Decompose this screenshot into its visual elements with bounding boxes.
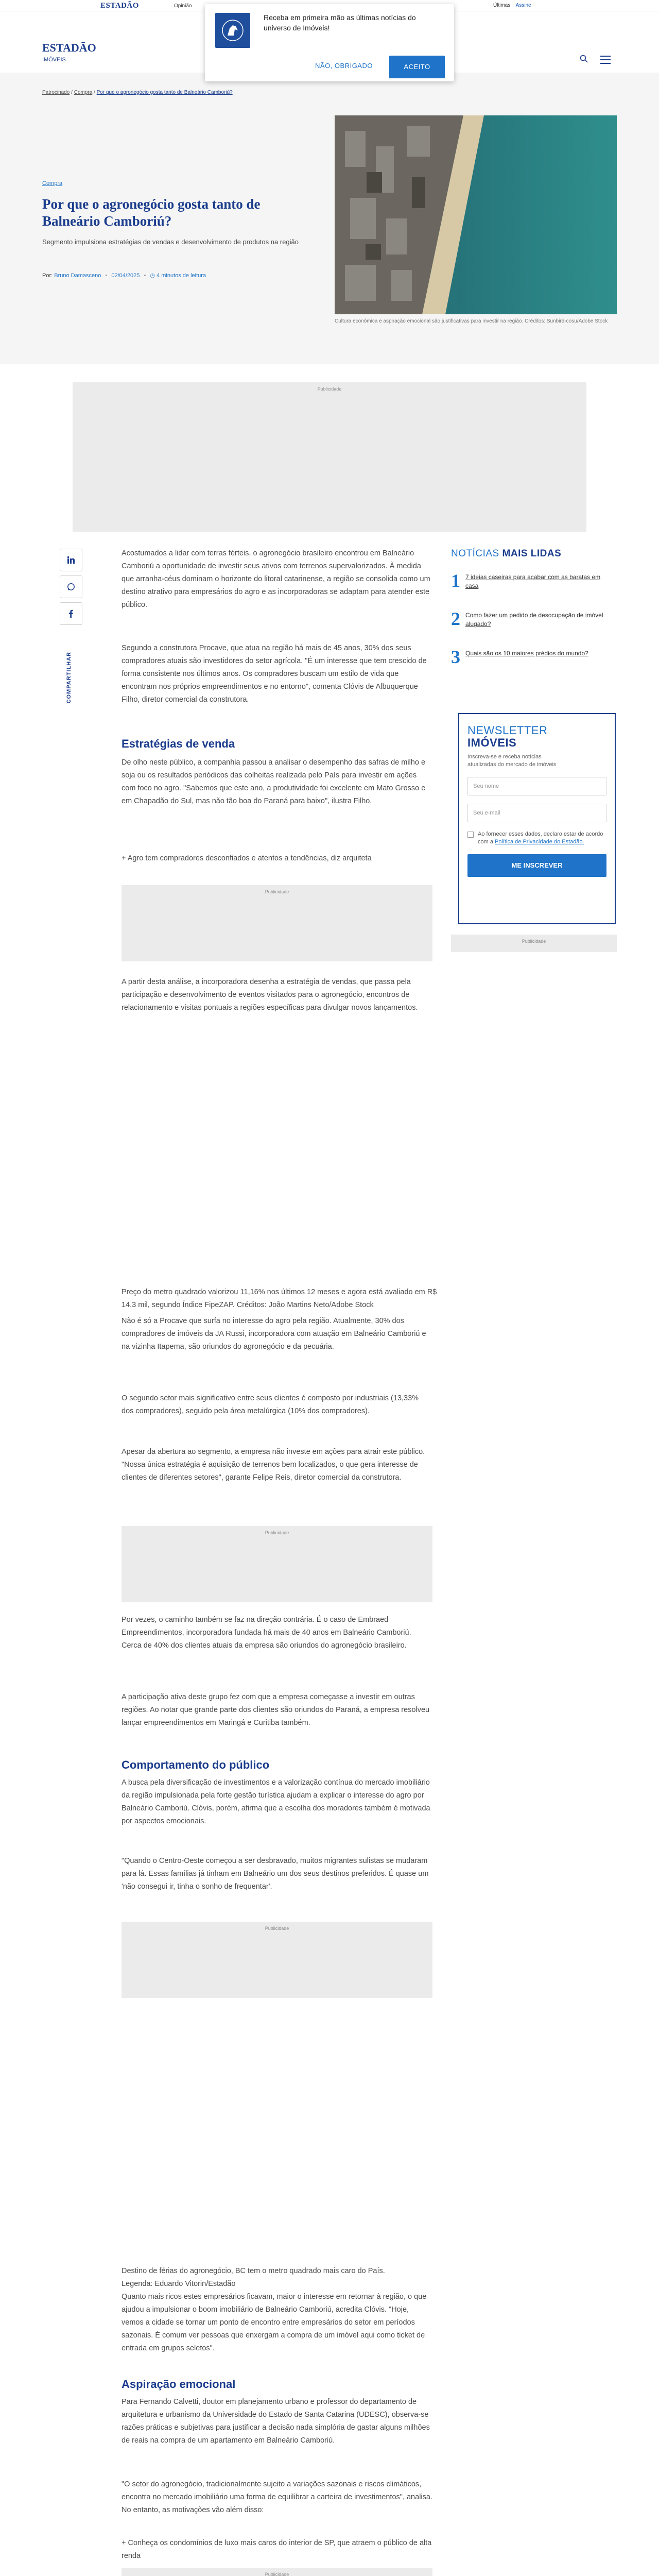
most-read-section [451,548,617,674]
article-paragraph-7: Apesar da abertura ao segmento, a empresa não investe em ações para atrair este público. "Nossa única estratégia é aquisição de terrenos bem localizados, o que gera interesse de clientes de diferentes setores", garante Felipe Reis, diretor comercial da construtora. [122,1448,425,1482]
inline-ad-slot-2 [122,1526,432,1602]
ad-label: Publicidade [265,1926,289,1931]
ad-label: Publicidade [522,939,546,944]
breadcrumb-item-sponsored[interactable]: Patrocinado [42,90,70,95]
ad-label: Publicidade [265,889,289,894]
most-read-number: 1 [451,570,460,591]
chart-caption: Preço do metro quadrado valorizou 11,16% nos últimos 12 meses e agora está avaliado em R$ 14,3 mil, segundo Índice FipeZAP. Créditos: João Martins Neto/Adobe Stock [122,1288,437,1309]
byline: Por: Bruno Damasceno • 02/04/2025 • ◷ 4 minutos de leitura [42,273,206,279]
subscribe-link[interactable]: Assine [515,3,531,8]
author-link[interactable]: Bruno Damasceno [54,273,101,279]
privacy-policy-link[interactable]: Política de Privacidade do Estadão. [495,839,584,845]
newsletter-signup-box [458,713,616,924]
search-icon[interactable] [580,55,588,63]
heading-behavior: Comportamento do público [122,1758,270,1771]
article-paragraph-2: Segundo a construtora Procave, que atua na região há mais de 45 anos, 30% dos seus compradores atuais são investidores do setor agrícola. "É um interesse que tem crescido de forma consistente nos últimos anos. Os compradores buscam um estilo de vida que encontram nos próprios empreendimentos e no entorno", comenta Clóvis de Albuquerque Filho, diretor comercial da construtora. [122,644,427,704]
share-label: COMPARTILHAR [66,652,72,704]
breadcrumb-item-compra[interactable]: Compra [74,90,93,95]
heading-strategies: Estratégias de venda [122,737,235,750]
newsletter-title-b: IMÓVEIS [467,736,517,749]
article-paragraph-12: Quanto mais ricos estes empresários ficavam, maior o interesse em retornar à região, o que ajudou a impulsionar o boom imobiliário de Balneário Camboriú, acredita Clóvis. "Hoje, vemos a cidade se tornar um ponto de encontro entre empresários do setor em períodos sazonais. É comum ver pessoas que enxergam a compra de um imóvel aqui como ticket de entrada em grupos seletos". [122,2293,427,2352]
most-read-item[interactable] [451,609,617,636]
newsletter-title-a: NEWSLETTER [467,724,548,737]
consent-checkbox-row[interactable] [467,831,606,846]
ultimas-link[interactable]: Últimas [493,3,511,8]
ad-label: Publicidade [265,1530,289,1535]
most-read-title-a: NOTÍCIAS [451,548,499,559]
article-subtitle: Segmento impulsiona estratégias de vendas e desenvolvimento de produtos na região [42,238,299,246]
byline-prefix: Por [42,273,51,279]
article-paragraph-10: A busca pela diversificação de investimentos e a valorização contínua do mercado imobiliário da região impulsionada pela forte gestão turística ajudam a explicar o interesse do agro por Balneário Camboriú. Clóvis, porém, afirma que a escolha dos moradores também é motivada por aspectos emocionais. [122,1778,430,1825]
opinion-link[interactable]: Opinião [174,3,192,9]
most-read-number: 3 [451,647,460,667]
publish-date: 02/04/2025 [111,273,140,279]
linkedin-icon[interactable] [60,549,82,571]
consent-checkbox[interactable] [467,832,474,838]
consent-text: Ao fornecer esses dados, declaro estar de acordo com a [478,831,603,845]
decline-button[interactable]: NÃO, OBRIGADO [303,56,385,76]
article-photo-2 [122,2009,432,2262]
top-ad-slot [73,382,586,532]
article-paragraph-6: O segundo setor mais significativo entre seus clientes é composto por industriais (13,33% dos compradores), seguido pela área metalúrgica (10% dos compradores). [122,1394,419,1415]
ad-label: Publicidade [317,386,342,392]
breadcrumb-item-current[interactable]: Por que o agronegócio gosta tanto de Balneário Camboriú? [96,90,233,95]
estadao-imoveis-logo[interactable] [42,42,96,65]
article-hero [0,73,659,364]
name-input[interactable]: Seu nome [467,777,606,795]
article-paragraph-1: Acostumados a lidar com terras férteis, o agronegócio brasileiro encontrou em Balneário Camboriú a oportunidade de investir seus ativos com terrenos supervalorizados. À medida que arranha-céus dominam o horizonte do litoral catarinense, a região se consolida como um destino atrativo para empresários do agro e as incorporadoras se adaptam para atender este público. [122,549,430,609]
price-chart-image [122,1150,432,1283]
heading-aspiration: Aspiração emocional [122,2378,236,2391]
clock-icon: ◷ [150,273,155,279]
sidebar-ad-slot [451,935,617,952]
article-paragraph-11: "Quando o Centro-Oeste começou a ser desbravado, muitos migrantes sulistas se mudaram para lá. Essas famílias já tinham em Balneário um dos seus destinos preferidos. É quase um 'não consegui ir, tinha o sonho de frequentar'. [122,1857,429,1891]
inline-ad-slot-1 [122,885,432,961]
most-read-link[interactable]: Como fazer um pedido de desocupação de imóvel alugado? [465,612,603,628]
article-paragraph-13: Para Fernando Calvetti, doutor em planejamento urbano e professor do departamento de arquitetura e urbanismo da Universidade do Estado de Santa Catarina (UDESC), observa-se razões práticas e subjetivas para justificar a decisão nada simplória de gastar alguns milhões de reais na compra de um apartamento em Balneário Camboriú. [122,2398,430,2445]
most-read-link[interactable]: Quais são os 10 maiores prédios do mundo? [465,650,588,657]
breadcrumb: Patrocinado / Compra / Por que o agronegócio gosta tanto de Balneário Camboriú? [42,90,233,95]
most-read-number: 2 [451,608,460,629]
related-link-luxury-condos[interactable]: + Conheça os condomínios de luxo mais caros do interior de SP, que atraem o público de alta renda [122,2539,432,2560]
article-paragraph-5: Não é só a Procave que surfa no interesse do agro pela região. Atualmente, 30% dos compradores de imóveis da JA Russi, incorporadora com atuação em Balneário Camboriú e na vizinha Itapema, são oriundos do agronegócio e da pecuária. [122,1317,426,1351]
inline-ad-slot-4 [122,2568,432,2576]
email-input[interactable]: Seu e-mail [467,804,606,822]
newsletter-title [467,724,606,749]
article-paragraph-14: "O setor do agronegócio, tradicionalmente sujeito a variações sazonais e riscos climáticos, encontra no mercado imobiliário uma forma de equilibrar a carteira de investimentos", analisa. No entanto, as motivações vão além disso: [122,2480,432,2514]
hamburger-menu-icon[interactable] [600,56,611,64]
article-paragraph-9: A participação ativa deste grupo fez com que a empresa começasse a investir em outras regiões. Ao notar que grande parte dos clientes são oriundos do Paraná, a empresa resolveu lançar empreendimentos em Maringá e Curitiba também. [122,1693,430,1727]
share-column [60,549,85,704]
related-link-agro-buyers[interactable]: + Agro tem compradores desconfiados e atentos a tendências, diz arquiteta [122,854,372,862]
article-paragraph-3: De olho neste público, a companhia passou a analisar o desempenho das safras de milho e soja ou os resultados periódicos das colheitas realizada pelo País para investir em ações com foco no agro. "Sabemos que este ano, a produtividade foi excelente em Mato Grosso e em Chapadão do Sul, mas não tão boa do Paraná para baixo", ilustra Filho. [122,758,426,805]
hero-caption: Cultura econômica e aspiração emocional são justificativas para investir na região. Créditos: Sunbird-cosu/Adobe Stock [335,318,608,324]
facebook-icon[interactable] [60,602,82,625]
most-read-title-b: MAIS LIDAS [502,548,562,559]
ad-label: Publicidade [265,2572,289,2576]
article-paragraph-4: A partir desta análise, a incorporadora desenha a estratégia de vendas, que passa pela participação e desenvolvimento de eventos visitados para o agronegócio, encontros de relacionamento e visitas pontuais a regiões específicas para divulgar novos lançamentos. [122,978,418,1012]
most-read-item[interactable] [451,571,617,598]
top-bar-right [493,3,535,8]
newsletter-description: Inscreva-se e receba notícias atualizadas do mercado de imóveis [467,754,557,768]
logo-main-text: ESTADÃO [42,41,96,54]
category-link[interactable]: Compra [42,180,63,187]
estadao-horse-logo-icon [215,13,250,48]
push-message: Receba em primeira mão as últimas notícias do universo de Imóveis! [264,13,416,32]
read-time: 4 minutos de leitura [157,273,206,279]
push-notification-dialog [205,4,454,81]
most-read-item[interactable] [451,647,617,674]
article-title: Por que o agronegócio gosta tanto de Balneário Camboriú? [42,196,261,229]
logo-sub-text: IMÓVEIS [42,57,66,63]
accept-button[interactable]: ACEITO [389,56,445,78]
most-read-title [451,548,617,560]
whatsapp-icon[interactable] [60,575,82,598]
estadao-brand-link[interactable]: ESTADÃO [100,2,139,10]
hero-aerial-beach-photo [335,115,617,314]
article-paragraph-8: Por vezes, o caminho também se faz na direção contrária. É o caso de Embraed Empreendimentos, incorporadora fundada há mais de 40 anos em Balneário Camboriú. Cerca de 40% dos clientes atuais da empresa são oriundos do agronegócio brasileiro. [122,1616,411,1650]
subscribe-button[interactable]: ME INSCREVER [467,854,606,877]
inline-ad-slot-3 [122,1922,432,1998]
photo-2-caption: Destino de férias do agronegócio, BC tem o metro quadrado mais caro do País. Legenda: Eduardo Vitorin/Estadão [122,2267,385,2288]
most-read-link[interactable]: 7 ideias caseiras para acabar com as baratas em casa [465,573,601,589]
